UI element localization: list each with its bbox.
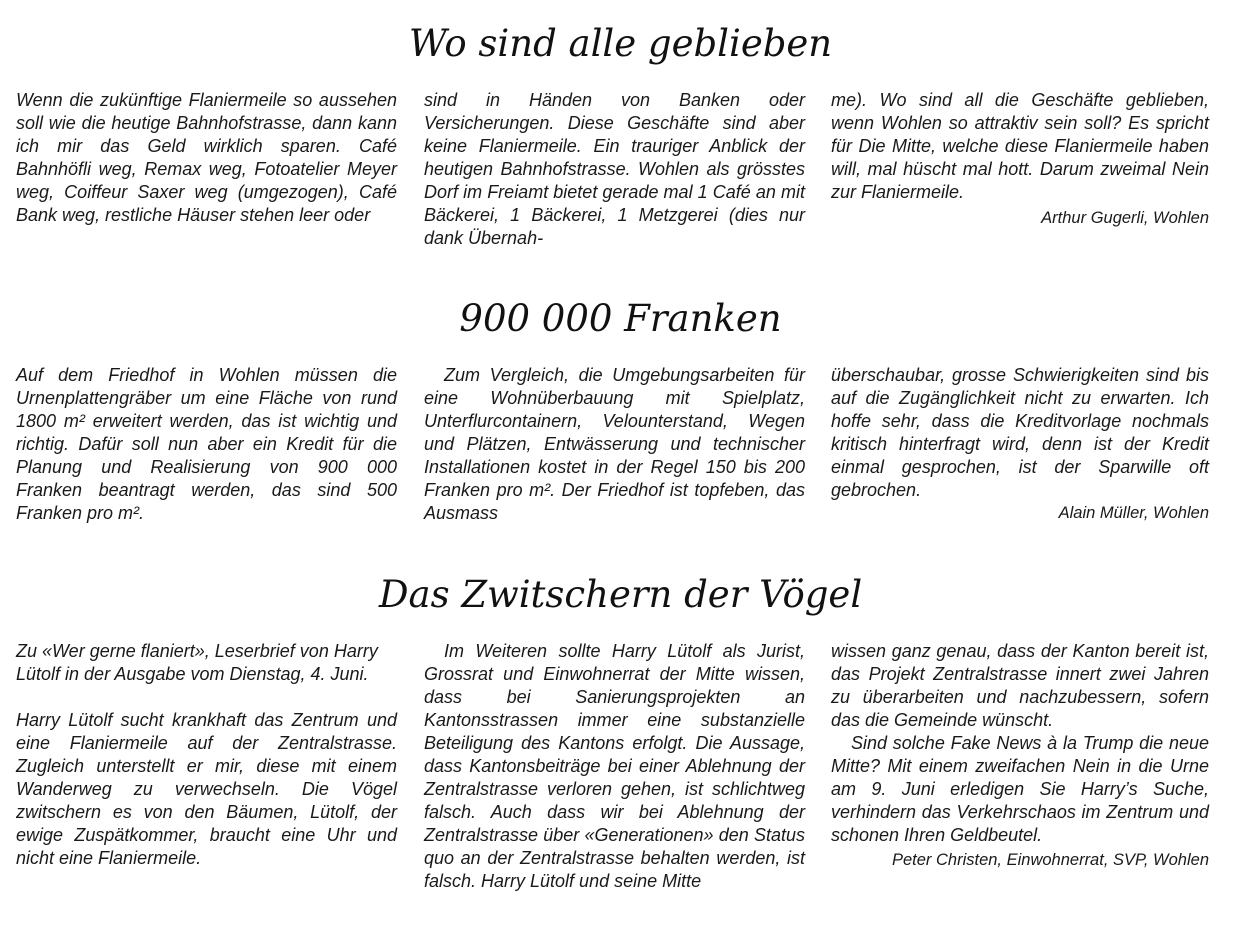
headline-900000-franken: 900 000 Franken <box>459 297 782 340</box>
article2-signature: Alain Müller, Wohlen <box>1058 504 1209 522</box>
article3-column2: Im Weiteren sollte Harry Lütolf als Jurist, Grossrat und Einwohnerrat der Mitte wissen, dass bei Sanierungsprojekten an Kantonsstrassen immer eine substanzielle Beteiligung des Kantons erfolgt. Die Aussage, dass Kantonsbeiträge bei einer Ablehnung der Zentralstrasse verloren gehen, ist schlichtweg falsch. Auch dass wir bei Ablehnung der Zentralstrasse über «Generationen» den Status quo an der Zentralstrasse behalten werden, ist falsch. Harry Lütolf und seine Mitte <box>424 641 805 891</box>
article3-body-start: Harry Lütolf sucht krankhaft das Zentrum und eine Flaniermeile auf der Zentralstrasse. Zugleich unterstellt er mir, diese mit einem Wanderweg zu verwechseln. Die Vögel zwitschern es von den Bäumen, Lütolf, der ewige Zuspätkommer, braucht eine Uhr und nicht eine Flaniermeile. <box>16 710 397 868</box>
article3-column3: wissen ganz genau, dass der Kanton bereit ist, das Projekt Zentralstrasse innert zwei Jahren zu überarbeiten und nachzubessern, sofern das die Gemeinde wünscht. Sind solche Fake News à la Trump die neue Mitte? Mit einem zweifachen Nein in die Urne am 9. Juni erledigen Sie Harry’s Suche, verhindern das Verkehrschaos im Zentrum und schonen Ihren Geldbeutel. Peter Christen, Einwohnerrat, SVP, Wohlen <box>831 640 1209 872</box>
article2-column3: überschaubar, grosse Schwierigkeiten sind bis auf die Zugänglichkeit nicht zu erwarten. Ich hoffe sehr, dass die Kreditvorlage nochmals kritisch hinterfragt wird, denn ist der Kredit einmal gesprochen, ist der Sparwille oft gebrochen. Alain Müller, Wohlen <box>831 364 1209 525</box>
article1-column1: Wenn die zukünftige Flaniermeile so aussehen soll wie die heutige Bahnhofstrasse, dann kann ich mir das Geld wirklich sparen. Café Bahnhöfli weg, Remax weg, Fotoatelier Meyer weg, Coiffeur Saxer weg (umgezogen), Café Bank weg, restliche Häuser stehen leer oder <box>16 90 397 225</box>
article3-intro: Zu «Wer gerne flaniert», Leserbrief von Harry Lütolf in der Ausgabe vom Dienstag, 4. Juni. <box>16 641 378 684</box>
article2-column1: Auf dem Friedhof in Wohlen müssen die Urnenplattengräber um eine Fläche von rund 1800 m² erweitert werden, das ist wichtig und richtig. Dafür soll nun aber ein Kredit für die Planung und Realisierung von 900 000 Franken beantragt werden, das sind 500 Franken pro m². <box>16 365 397 523</box>
article3-signature: Peter Christen, Einwohnerrat, SVP, Wohlen <box>891 851 1209 869</box>
headline-wo-sind-alle-geblieben: Wo sind alle geblieben <box>408 22 833 65</box>
article1-column3: me). Wo sind all die Geschäfte geblieben, wenn Wohlen so attraktiv sein soll? Es spricht für Die Mitte, welche diese Flaniermeile haben will, mal hüscht mal hott. Darum zweimal Nein zur Flaniermeile. Arthur Gugerli, Wohlen <box>831 89 1209 230</box>
article2-column2: Zum Vergleich, die Umgebungsarbeiten für eine Wohnüberbauung mit Spielplatz, Unterflurcontainern, Velounterstand, Wegen und Plätzen, Entwässerung und technischer Installationen kostet in der Regel 150 bis 200 Franken pro m². Der Friedhof ist topfeben, das Ausmass <box>424 365 805 523</box>
headline-das-zwitschern-der-voegel: Das Zwitschern der Vögel <box>378 573 863 616</box>
article3-column1 <box>16 640 397 870</box>
article1-column2: sind in Händen von Banken oder Versicherungen. Diese Geschäfte sind aber keine Flaniermeile. Ein trauriger Anblick der heutigen Bahnhofstrasse. Wohlen als grösstes Dorf im Freiamt bietet gerade mal 1 Café an mit Bäckerei, 1 Bäckerei, 1 Metzgerei (dies nur dank Übernah- <box>424 90 805 248</box>
article1-signature: Arthur Gugerli, Wohlen <box>1041 209 1209 227</box>
